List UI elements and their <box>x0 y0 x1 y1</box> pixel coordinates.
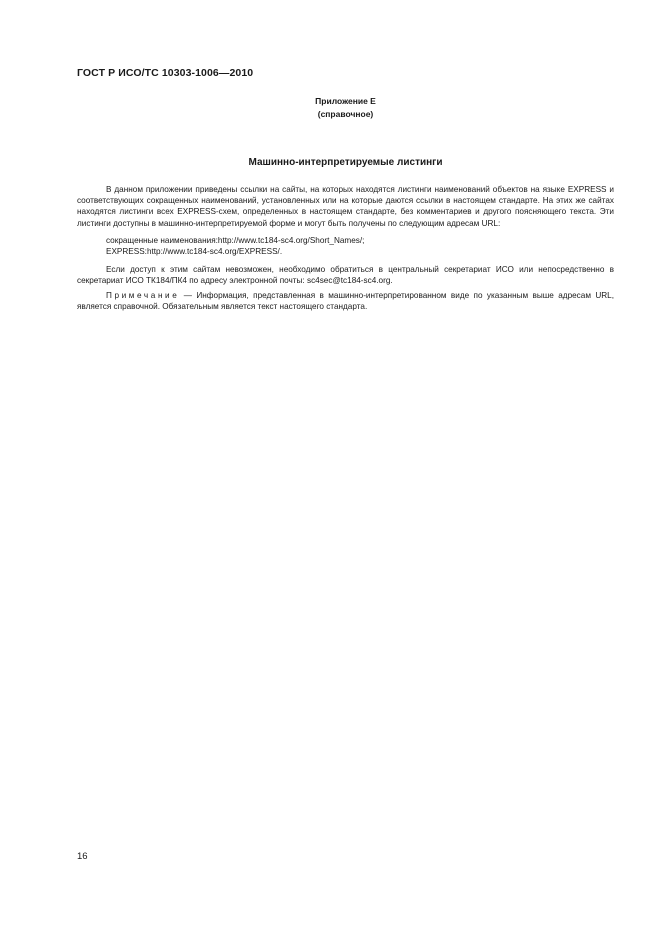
note-text: — Информация, представленная в машинно-интерпретированном виде по указанным выше адресам URL, является справочной. Обязательным является текст настоящего стандарта. <box>77 291 615 312</box>
paragraph-intro: В данном приложении приведены ссылки на сайты, на которых находятся листинги наименований объектов на языке EXPRESS и соответствующих сокращенных наименований, установленных или на которые даются ссылки в настоящем стандарте. На этих же сайтах находятся листинги всех EXPRESS-схем, определенных в настоящем стандарте, без комментариев и другого поясняющего текста. Эти листинги доступны в машинно-интерпретируемой форме и могут быть получены по следующим адресам URL: <box>77 185 614 228</box>
url-express: EXPRESS:http://www.tc184-sc4.org/EXPRESS/. <box>106 247 283 257</box>
standard-code-header: ГОСТ Р ИСО/ТС 10303-1006—2010 <box>77 67 254 79</box>
annex-title: Приложение Е <box>315 96 376 106</box>
note-label: Примечание <box>106 291 180 301</box>
paragraph-contact: Если доступ к этим сайтам невозможен, необходимо обратиться в центральный секретариат ИСО или непосредственно в секретариат ИСО ТК184/ПК4 по адресу электронной почты: sc4sec@tc184-sc4.org. <box>77 264 614 286</box>
section-title: Машинно-интерпретируемые листинги <box>248 157 443 168</box>
url-short-names: сокращенные наименования:http://www.tc184-sc4.org/Short_Names/; <box>106 235 365 245</box>
annex-heading <box>0 95 661 121</box>
url-list <box>77 235 614 258</box>
section-heading <box>0 157 661 168</box>
body-text <box>77 184 614 313</box>
annex-status: (справочное) <box>317 109 374 119</box>
page-number: 16 <box>77 851 88 862</box>
note <box>77 290 614 312</box>
